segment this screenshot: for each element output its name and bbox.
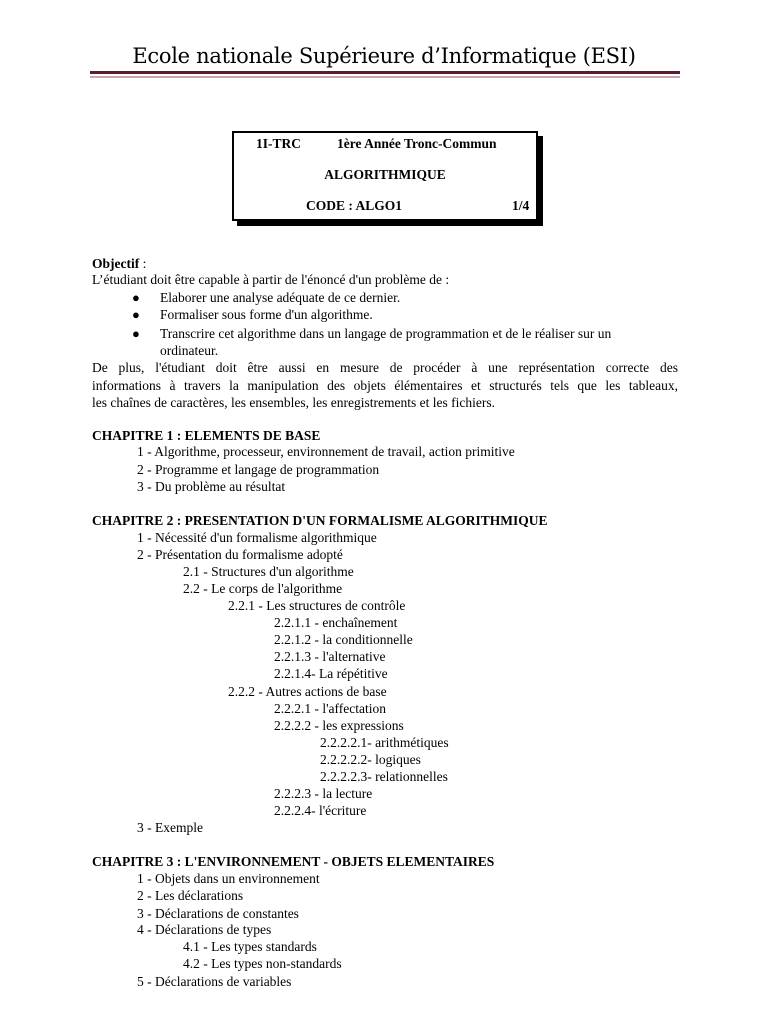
page-number: 1/4 (512, 198, 530, 213)
chapter-1-title: CHAPITRE 1 : ELEMENTS DE BASE (92, 428, 321, 443)
objective-paragraph-line: De plus, l'étudiant doit être aussi en mesure de procéder à une représentation correcte des (92, 360, 678, 375)
course-year: 1ère Année Tronc-Commun (337, 136, 497, 151)
chapter-item: 5 - Déclarations de variables (137, 974, 292, 989)
chapter-item: 3 - Du problème au résultat (137, 479, 286, 494)
bullet-icon: ● (132, 307, 140, 322)
chapter-subitem: 2.2.2 - Autres actions de base (228, 684, 387, 699)
chapter-subitem: 2.1 - Structures d'un algorithme (183, 564, 354, 579)
chapter-subitem: 2.2.1.4- La répétitive (274, 666, 388, 681)
course-code: CODE : ALGO1 (306, 198, 403, 213)
bullet-icon: ● (132, 326, 140, 341)
chapter-subitem: 2.2.1.1 - enchaînement (274, 615, 398, 630)
chapter-subitem: 4.1 - Les types standards (183, 939, 317, 954)
chapter-item: 1 - Algorithme, processeur, environnement de travail, action primitive (137, 444, 515, 459)
objective-bullet: Formaliser sous forme d'un algorithme. (160, 307, 373, 322)
course-level: 1I-TRC (256, 136, 302, 151)
chapter-item: 2 - Présentation du formalisme adopté (137, 547, 343, 562)
chapter-item: 3 - Déclarations de constantes (137, 906, 299, 921)
chapter-item: 1 - Objets dans un environnement (137, 871, 320, 886)
chapter-subitem: 4.2 - Les types non-standards (183, 956, 342, 971)
chapter-subitem: 2.2.2.2 - les expressions (274, 718, 404, 733)
objective-paragraph-line: les chaînes de caractères, les ensembles, les enregistrements et les fichiers. (92, 395, 495, 410)
chapter-subitem: 2.2.2.2.2- logiques (320, 752, 421, 767)
chapter-subitem: 2.2.2.2.1- arithmétiques (320, 735, 449, 750)
objective-paragraph-line: informations à travers la manipulation des objets élémentaires et structurés tels que les tableaux, (92, 378, 678, 393)
chapter-subitem: 2.2.1 - Les structures de contrôle (228, 598, 406, 613)
chapter-subitem: 2.2.2.4- l'écriture (274, 803, 367, 818)
objective-bullet: Elaborer une analyse adéquate de ce dernier. (160, 290, 401, 305)
chapter-subitem: 2.2.2.3 - la lecture (274, 786, 373, 801)
chapter-item: 3 - Exemple (137, 820, 203, 835)
chapter-subitem: 2.2.2.2.3- relationnelles (320, 769, 448, 784)
chapter-subitem: 2.2.2.1 - l'affectation (274, 701, 387, 716)
chapter-item: 2 - Programme et langage de programmation (137, 462, 380, 477)
bullet-icon: ● (132, 290, 140, 305)
chapter-subitem: 2.2.1.2 - la conditionnelle (274, 632, 413, 647)
chapter-item: 4 - Déclarations de types (137, 922, 272, 937)
chapter-2-title: CHAPITRE 2 : PRESENTATION D'UN FORMALISME ALGORITHMIQUE (92, 513, 548, 528)
school-title: Ecole nationale Supérieure d’Informatique (ESI) (132, 44, 636, 68)
chapter-subitem: 2.2 - Le corps de l'algorithme (183, 581, 343, 596)
course-subject: ALGORITHMIQUE (324, 167, 446, 182)
objective-intro: L’étudiant doit être capable à partir de l'énoncé d'un problème de : (92, 272, 450, 287)
objective-heading: Objectif : (92, 256, 147, 271)
objective-bullet: Transcrire cet algorithme dans un langage de programmation et de le réaliser sur un (160, 326, 612, 341)
chapter-3-title: CHAPITRE 3 : L'ENVIRONNEMENT - OBJETS ELEMENTAIRES (92, 854, 495, 869)
objective-bullet-continued: ordinateur. (160, 343, 219, 358)
chapter-subitem: 2.2.1.3 - l'alternative (274, 649, 386, 664)
chapter-item: 1 - Nécessité d'un formalisme algorithmique (137, 530, 377, 545)
chapter-item: 2 - Les déclarations (137, 888, 244, 903)
